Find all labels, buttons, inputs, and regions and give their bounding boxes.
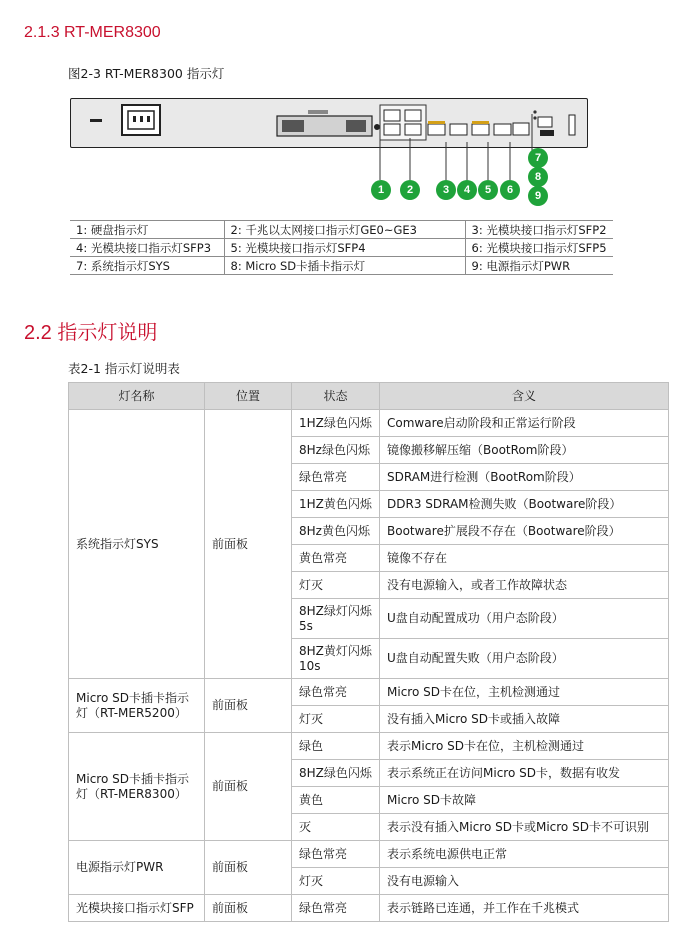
legend-item: 2: 千兆以太网接口指示灯GE0~GE3 [224, 221, 465, 239]
callout-9: 9 [528, 186, 548, 206]
state-cell: 黄色常亮 [292, 545, 380, 572]
meaning-cell: 没有电源输入 [380, 868, 669, 895]
header-meaning: 含义 [380, 383, 669, 410]
location-cell: 前面板 [205, 733, 292, 841]
meaning-cell: 表示系统正在访问Micro SD卡，数据有收发 [380, 760, 669, 787]
state-cell: 灭 [292, 814, 380, 841]
state-cell: 绿色常亮 [292, 464, 380, 491]
state-cell: 8HZ黄灯闪烁10s [292, 639, 380, 679]
meaning-cell: 镜像搬移解压缩（BootRom阶段） [380, 437, 669, 464]
table-row [69, 733, 669, 760]
state-cell: 灯灭 [292, 706, 380, 733]
header-location: 位置 [205, 383, 292, 410]
callout-5: 5 [478, 180, 498, 200]
state-cell: 8Hz绿色闪烁 [292, 437, 380, 464]
table-header-row [69, 383, 669, 410]
legend-item: 9: 电源指示灯PWR [465, 257, 613, 275]
meaning-cell: 表示系统电源供电正常 [380, 841, 669, 868]
meaning-cell: 没有插入Micro SD卡或插入故障 [380, 706, 669, 733]
table-row [69, 410, 669, 437]
meaning-cell: Comware启动阶段和正常运行阶段 [380, 410, 669, 437]
location-cell: 前面板 [205, 841, 292, 895]
legend-item: 3: 光模块接口指示灯SFP2 [465, 221, 613, 239]
section-heading-2-1-3: 2.1.3 RT-MER8300 [24, 24, 161, 41]
table-row [69, 895, 669, 922]
callout-6: 6 [500, 180, 520, 200]
meaning-cell: DDR3 SDRAM检测失败（Bootware阶段） [380, 491, 669, 518]
meaning-cell: U盘自动配置失败（用户态阶段） [380, 639, 669, 679]
meaning-cell: 镜像不存在 [380, 545, 669, 572]
location-cell: 前面板 [205, 410, 292, 679]
meaning-cell: 表示没有插入Micro SD卡或Micro SD卡不可识别 [380, 814, 669, 841]
legend-item: 5: 光模块接口指示灯SFP4 [224, 239, 465, 257]
light-name-cell: 光模块接口指示灯SFP [69, 895, 205, 922]
state-cell: 8HZ绿灯闪烁5s [292, 599, 380, 639]
state-cell: 绿色常亮 [292, 841, 380, 868]
state-cell: 绿色 [292, 733, 380, 760]
legend-item: 4: 光模块接口指示灯SFP3 [70, 239, 224, 257]
meaning-cell: Micro SD卡故障 [380, 787, 669, 814]
light-name-cell: 电源指示灯PWR [69, 841, 205, 895]
legend-row [70, 239, 613, 257]
callout-2: 2 [400, 180, 420, 200]
state-cell: 1HZ绿色闪烁 [292, 410, 380, 437]
light-name-cell: Micro SD卡插卡指示灯（RT-MER8300） [69, 733, 205, 841]
light-name-cell: Micro SD卡插卡指示灯（RT-MER5200） [69, 679, 205, 733]
light-name-cell: 系统指示灯SYS [69, 410, 205, 679]
state-cell: 灯灭 [292, 868, 380, 895]
meaning-cell: 表示链路已连通，并工作在千兆模式 [380, 895, 669, 922]
callout-4: 4 [457, 180, 477, 200]
state-cell: 绿色常亮 [292, 679, 380, 706]
state-cell: 黄色 [292, 787, 380, 814]
legend-item: 6: 光模块接口指示灯SFP5 [465, 239, 613, 257]
meaning-cell: Bootware扩展段不存在（Bootware阶段） [380, 518, 669, 545]
state-cell: 绿色常亮 [292, 895, 380, 922]
legend-row [70, 221, 613, 239]
indicator-table [68, 382, 669, 922]
table-row [69, 679, 669, 706]
figure-caption: 图2-3 RT-MER8300 指示灯 [68, 66, 225, 81]
state-cell: 8Hz黄色闪烁 [292, 518, 380, 545]
meaning-cell: 没有电源输入，或者工作故障状态 [380, 572, 669, 599]
meaning-cell: 表示Micro SD卡在位，主机检测通过 [380, 733, 669, 760]
legend-item: 7: 系统指示灯SYS [70, 257, 224, 275]
callout-7: 7 [528, 148, 548, 168]
location-cell: 前面板 [205, 679, 292, 733]
state-cell: 灯灭 [292, 572, 380, 599]
location-cell: 前面板 [205, 895, 292, 922]
callout-1: 1 [371, 180, 391, 200]
legend-row [70, 257, 613, 275]
device-front-panel-figure [70, 92, 590, 208]
callout-8: 8 [528, 167, 548, 187]
callout-3: 3 [436, 180, 456, 200]
state-cell: 1HZ黄色闪烁 [292, 491, 380, 518]
state-cell: 8HZ绿色闪烁 [292, 760, 380, 787]
meaning-cell: Micro SD卡在位，主机检测通过 [380, 679, 669, 706]
section-heading-2-2: 2.2 指示灯说明 [24, 322, 158, 344]
table-caption: 表2-1 指示灯说明表 [68, 361, 180, 376]
header-light-name: 灯名称 [69, 383, 205, 410]
meaning-cell: SDRAM进行检测（BootRom阶段） [380, 464, 669, 491]
legend-item: 1: 硬盘指示灯 [70, 221, 224, 239]
header-state: 状态 [292, 383, 380, 410]
legend-item: 8: Micro SD卡插卡指示灯 [224, 257, 465, 275]
figure-legend-table [70, 220, 613, 275]
meaning-cell: U盘自动配置成功（用户态阶段） [380, 599, 669, 639]
table-row [69, 841, 669, 868]
